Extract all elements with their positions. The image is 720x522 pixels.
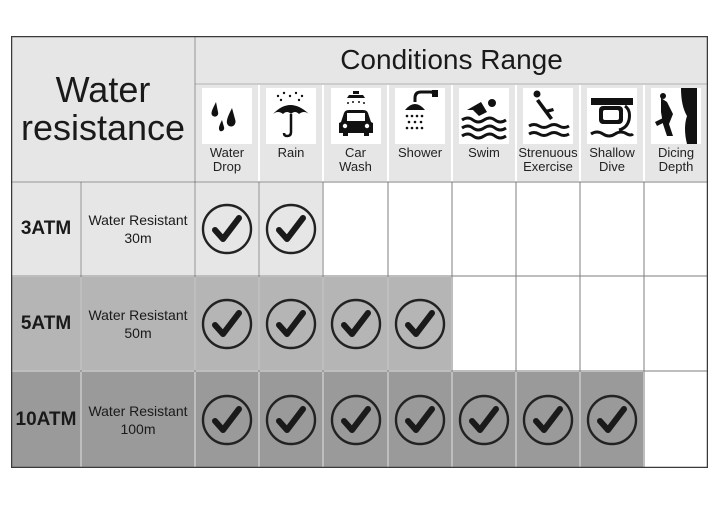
condition-label-line-2: Exercise bbox=[523, 159, 573, 174]
checkmark-icon bbox=[586, 394, 638, 446]
condition-label bbox=[516, 146, 580, 180]
checkmark-icon bbox=[394, 298, 446, 350]
condition-label bbox=[580, 146, 644, 180]
condition-label bbox=[259, 146, 323, 180]
row-cell-background bbox=[452, 276, 516, 371]
condition-label-line-1: Shallow bbox=[589, 145, 635, 160]
atm-rating: 5ATM bbox=[20, 312, 72, 334]
condition-label bbox=[388, 146, 452, 180]
row-cell-background bbox=[388, 182, 452, 276]
condition-label-line-1: Shower bbox=[397, 145, 443, 160]
condition-label-line-1: Water bbox=[209, 145, 245, 160]
water-resistant-depth bbox=[81, 182, 195, 276]
water-resistant-label: Water Resistant bbox=[88, 402, 188, 419]
condition-label-line-1: Rain bbox=[277, 145, 305, 160]
condition-label-line-2: Drop bbox=[212, 159, 242, 174]
diving-mask-icon bbox=[587, 88, 637, 144]
dive-jump-icon bbox=[523, 88, 573, 144]
checkmark-icon bbox=[394, 394, 446, 446]
condition-label bbox=[452, 146, 516, 180]
water-resistant-label: Water Resistant bbox=[88, 212, 188, 228]
row-cell-background bbox=[644, 182, 708, 276]
title-line-2: resistance bbox=[20, 107, 186, 148]
condition-label bbox=[323, 146, 388, 180]
water-resistance-table bbox=[11, 36, 708, 468]
row-cell-background bbox=[580, 276, 644, 371]
checkmark-icon bbox=[265, 203, 317, 255]
umbrella-rain-icon bbox=[266, 88, 316, 144]
checkmark-icon bbox=[330, 298, 382, 350]
table-title bbox=[11, 36, 195, 182]
checkmark-icon bbox=[201, 203, 253, 255]
atm-rating: 3ATM bbox=[20, 218, 72, 239]
row-cell-background bbox=[516, 182, 580, 276]
condition-label-line-1: Strenuous bbox=[518, 145, 578, 160]
car-wash-icon bbox=[331, 88, 381, 144]
checkmark-icon bbox=[522, 394, 574, 446]
conditions-range-heading: Conditions Range bbox=[340, 44, 563, 75]
water-resistant-depth-value: 30m bbox=[124, 230, 152, 246]
swim-icon bbox=[459, 88, 509, 144]
condition-label-line-1: Car bbox=[345, 145, 366, 160]
condition-label-line-2: Wash bbox=[339, 159, 372, 174]
water-resistant-depth-value: 50m bbox=[124, 324, 152, 341]
water-resistant-depth bbox=[81, 371, 195, 468]
checkmark-icon bbox=[265, 298, 317, 350]
checkmark-icon bbox=[458, 394, 510, 446]
row-cell-background bbox=[323, 182, 388, 276]
row-cell-background bbox=[516, 276, 580, 371]
shower-icon bbox=[395, 88, 445, 144]
scuba-diver-icon bbox=[651, 88, 701, 144]
row-cell-background bbox=[644, 276, 708, 371]
checkmark-icon bbox=[201, 394, 253, 446]
checkmark-icon bbox=[201, 298, 253, 350]
water-resistant-label: Water Resistant bbox=[88, 306, 188, 323]
atm-rating: 10ATM bbox=[15, 408, 77, 430]
condition-label-line-1: Swim bbox=[468, 145, 500, 160]
condition-label bbox=[644, 146, 708, 180]
condition-label-line-1: Dicing bbox=[657, 145, 695, 160]
condition-label bbox=[195, 146, 259, 180]
row-cell-background bbox=[644, 371, 708, 468]
row-cell-background bbox=[580, 182, 644, 276]
checkmark-icon bbox=[265, 394, 317, 446]
condition-label-line-2: Depth bbox=[658, 159, 694, 174]
condition-label-line-2: Dive bbox=[598, 159, 625, 174]
title-line-1: Water bbox=[55, 69, 151, 110]
water-resistant-depth-value: 100m bbox=[120, 420, 156, 437]
row-cell-background bbox=[452, 182, 516, 276]
water-drop-icon bbox=[202, 88, 252, 144]
water-resistant-depth bbox=[81, 276, 195, 371]
checkmark-icon bbox=[330, 394, 382, 446]
